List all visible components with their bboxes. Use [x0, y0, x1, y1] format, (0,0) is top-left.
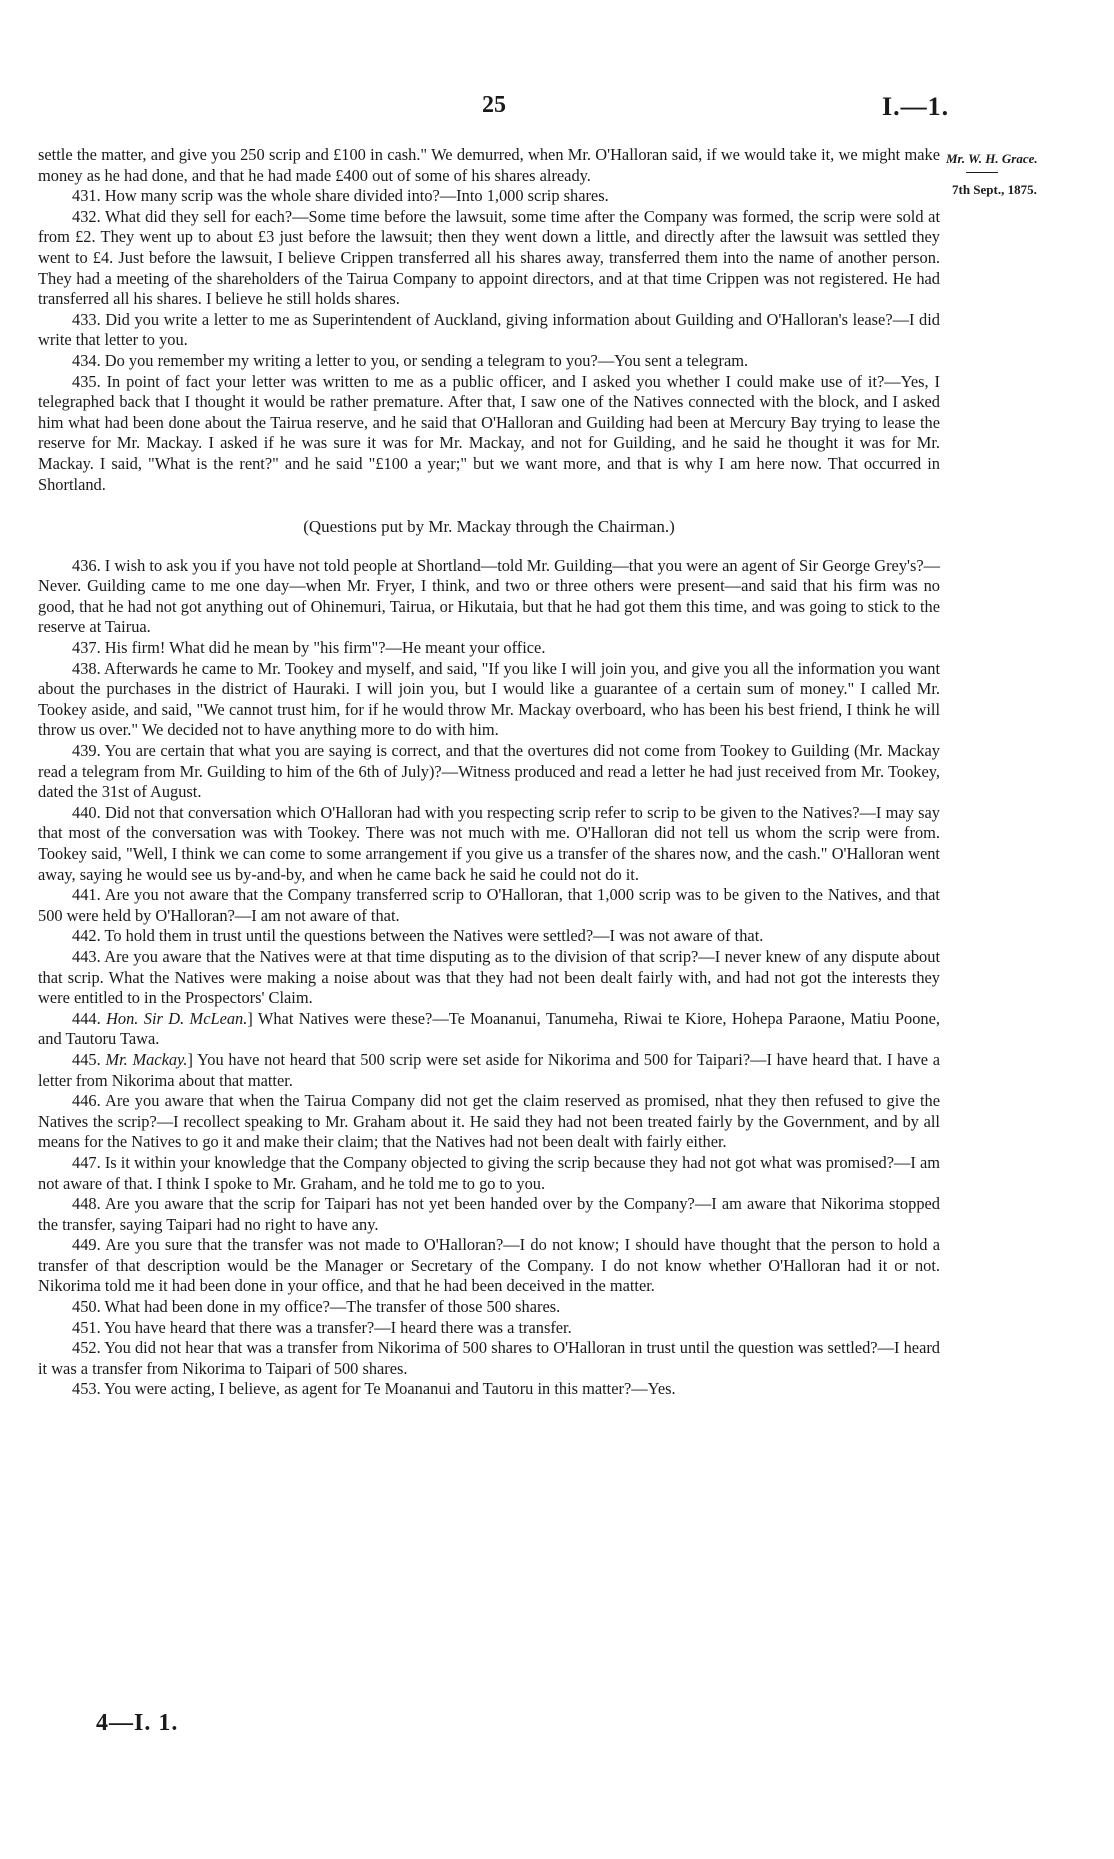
question-431: 431. How many scrip was the whole share divided into?—Into 1,000 scrip shares.: [72, 186, 609, 206]
question-440: 440. Did not that conversation which O'Halloran had with you respecting scrip refer to scrip to be given to the Natives?—I may say that most of the conversation was with Tookey. There was not much with me. O'Halloran did not tell us whom the scrip were from. Tookey said, "Well, I think we can come to some arrangement if you give us a transfer of the shares now, and the cash." O'Halloran went away, saying he would see us by-and-by, and when he came back he said he could not do it.: [38, 802, 940, 884]
question-number: 445.: [72, 1049, 101, 1069]
question-432: 432. What did they sell for each?—Some time before the lawsuit, some time after the Company was formed, the scrip were sold at from £2. They went up to about £3 just before the lawsuit; then they went down a little, and directly after the lawsuit was settled they went to £4. Just before the lawsuit, I believe Crippen transferred all his shares away, transferred them into the name of another person. They had a meeting of the shareholders of the Tairua Company to appoint directors, and at that time Crippen was not registered. He had transferred all his shares. I believe he still holds shares.: [38, 206, 940, 309]
question-452: 452. You did not hear that was a transfer from Nikorima of 500 shares to O'Halloran in trust until the question was settled?—I heard it was a transfer from Nikorima to Taipari of 500 shares.: [38, 1338, 940, 1378]
question-450: 450. What had been done in my office?—The transfer of those 500 shares.: [72, 1297, 561, 1317]
margin-divider: [966, 172, 998, 173]
question-448: 448. Are you aware that the scrip for Taipari has not yet been handed over by the Company?—I am aware that Nikorima stopped the transfer, saying Taipari had no right to have any.: [38, 1194, 940, 1234]
evidence-text: [38, 145, 940, 1400]
question-451: 451. You have heard that there was a transfer?—I heard there was a transfer.: [72, 1317, 572, 1337]
question-443: 443. Are you aware that the Natives were at that time disputing as to the division of that scrip?—I never knew of any dispute about that scrip. What the Natives were making a noise about was that they had not been dealt fairly with, and had not got the interests they were entitled to in the Prospectors' Claim.: [38, 946, 940, 1008]
question-434: 434. Do you remember my writing a letter to you, or sending a telegram to you?—You sent a telegram.: [72, 350, 749, 370]
question-text: ] What Natives were these?—Te Moananui, Tanumeha, Riwai te Kiore, Hohepa Paraone, Matiu Poone, and Tautoru Tawa.: [38, 1008, 940, 1049]
question-number: 444.: [72, 1008, 101, 1028]
paragraph-continued: settle the matter, and give you 250 scrip and £100 in cash." We demurred, when Mr. O'Halloran said, if we would take it, we might make money as he had done, and that he had made £400 out of some of his shares already.: [38, 145, 940, 185]
margin-note: [946, 150, 1096, 199]
question-439: 439. You are certain that what you are saying is correct, and that the overtures did not come from Tookey to Guilding (Mr. Mackay read a telegram from Mr. Guilding to him of the 6th of July)?—Witness produced and read a letter he had just received from Mr. Tookey, dated the 31st of August.: [38, 741, 940, 802]
page-number: 25: [482, 92, 506, 118]
question-text: ] You have not heard that 500 scrip were set aside for Nikorima and 500 for Taipari?—I have heard that. I have a letter from Nikorima about that matter.: [38, 1049, 940, 1090]
witness-date: 7th Sept., 1875.: [952, 182, 1037, 197]
question-453: 453. You were acting, I believe, as agent for Te Moananui and Tautoru in this matter?—Yes.: [72, 1379, 676, 1399]
question-446: 446. Are you aware that when the Tairua Company did not get the claim reserved as promised, nhat they then refused to give the Natives the scrip?—I recollect speaking to Mr. Graham about it. He said they had not been treated fairly by the Government, and by all means for the Natives to go it and make their claim; that the Natives had not been dealt with fairly either.: [38, 1091, 940, 1152]
page-header: [0, 92, 1114, 122]
signature-mark: 4—I. 1.: [96, 1710, 179, 1736]
section-heading: (Questions put by Mr. Mackay through the Chairman.): [303, 517, 675, 537]
witness-name: Mr. W. H. Grace.: [946, 151, 1038, 166]
speaker-name: Mr. Mackay.: [105, 1049, 188, 1069]
question-436: 436. I wish to ask you if you have not told people at Shortland—told Mr. Guilding—that you were an agent of Sir George Grey's?—Never. Guilding came to me one day—when Mr. Fryer, I think, and two or three others were present—and said that his firm was no good, that he had not got anything out of Ohinemuri, Tairua, or Hikutaia, but that he had got them this time, and was going to stick to the reserve at Tairua.: [38, 555, 941, 637]
question-442: 442. To hold them in trust until the questions between the Natives were settled?—I was not aware of that.: [72, 926, 764, 946]
question-438: 438. Afterwards he came to Mr. Tookey and myself, and said, "If you like I will join you, and give you all the information you want about the purchases in the district of Hauraki. I will join you, but I would like a guarantee of a certain sum of money." I called Mr. Tookey aside, and said, "We cannot trust him, for if he would throw Mr. Mackay overboard, who has been his best friend, I think he will throw us over." We decided not to have anything more to do with him.: [38, 658, 940, 740]
question-449: 449. Are you sure that the transfer was not made to O'Halloran?—I do not know; I should have thought that the person to hold a transfer of that description would be the Manager or Secretary of the Company. I do not know whether O'Halloran had it or not. Nikorima told me it had been done in your office, and that he had been deceived in the matter.: [38, 1235, 940, 1296]
question-444: [38, 1009, 940, 1050]
question-433: 433. Did you write a letter to me as Superintendent of Auckland, giving information about Guilding and O'Halloran's lease?—I did write that letter to you.: [38, 309, 940, 350]
question-447: 447. Is it within your knowledge that the Company objected to giving the scrip because they had not got what was promised?—I am not aware of that. I think I spoke to Mr. Graham, and he told me to go to you.: [38, 1152, 940, 1193]
document-reference: I.—1.: [882, 92, 950, 121]
speaker-name: Hon. Sir D. McLean.: [106, 1008, 248, 1028]
question-435: 435. In point of fact your letter was written to me as a public officer, and I asked you whether I could make use of it?—Yes, I telegraphed back that I thought it would be rather premature. After that, I saw one of the Natives connected with the block, and I asked him what had been done about the Tairua reserve, and he said that O'Halloran and Guilding had been at Mercury Bay trying to lease the reserve for Mr. Mackay. I asked if he was sure it was for Mr. Mackay, and not for Guilding, and he said he thought it was for Mr. Mackay. I said, "What is the rent?" and he said "£100 a year;" but we want more, and that is why I am here now. That occurred in Shortland.: [38, 371, 940, 494]
question-441: 441. Are you not aware that the Company transferred scrip to O'Halloran, that 1,000 scrip was to be given to the Natives, and that 500 were held by O'Halloran?—I am not aware of that.: [38, 885, 940, 925]
question-437: 437. His firm! What did he mean by "his firm"?—He meant your office.: [72, 638, 546, 658]
question-445: [38, 1050, 940, 1091]
